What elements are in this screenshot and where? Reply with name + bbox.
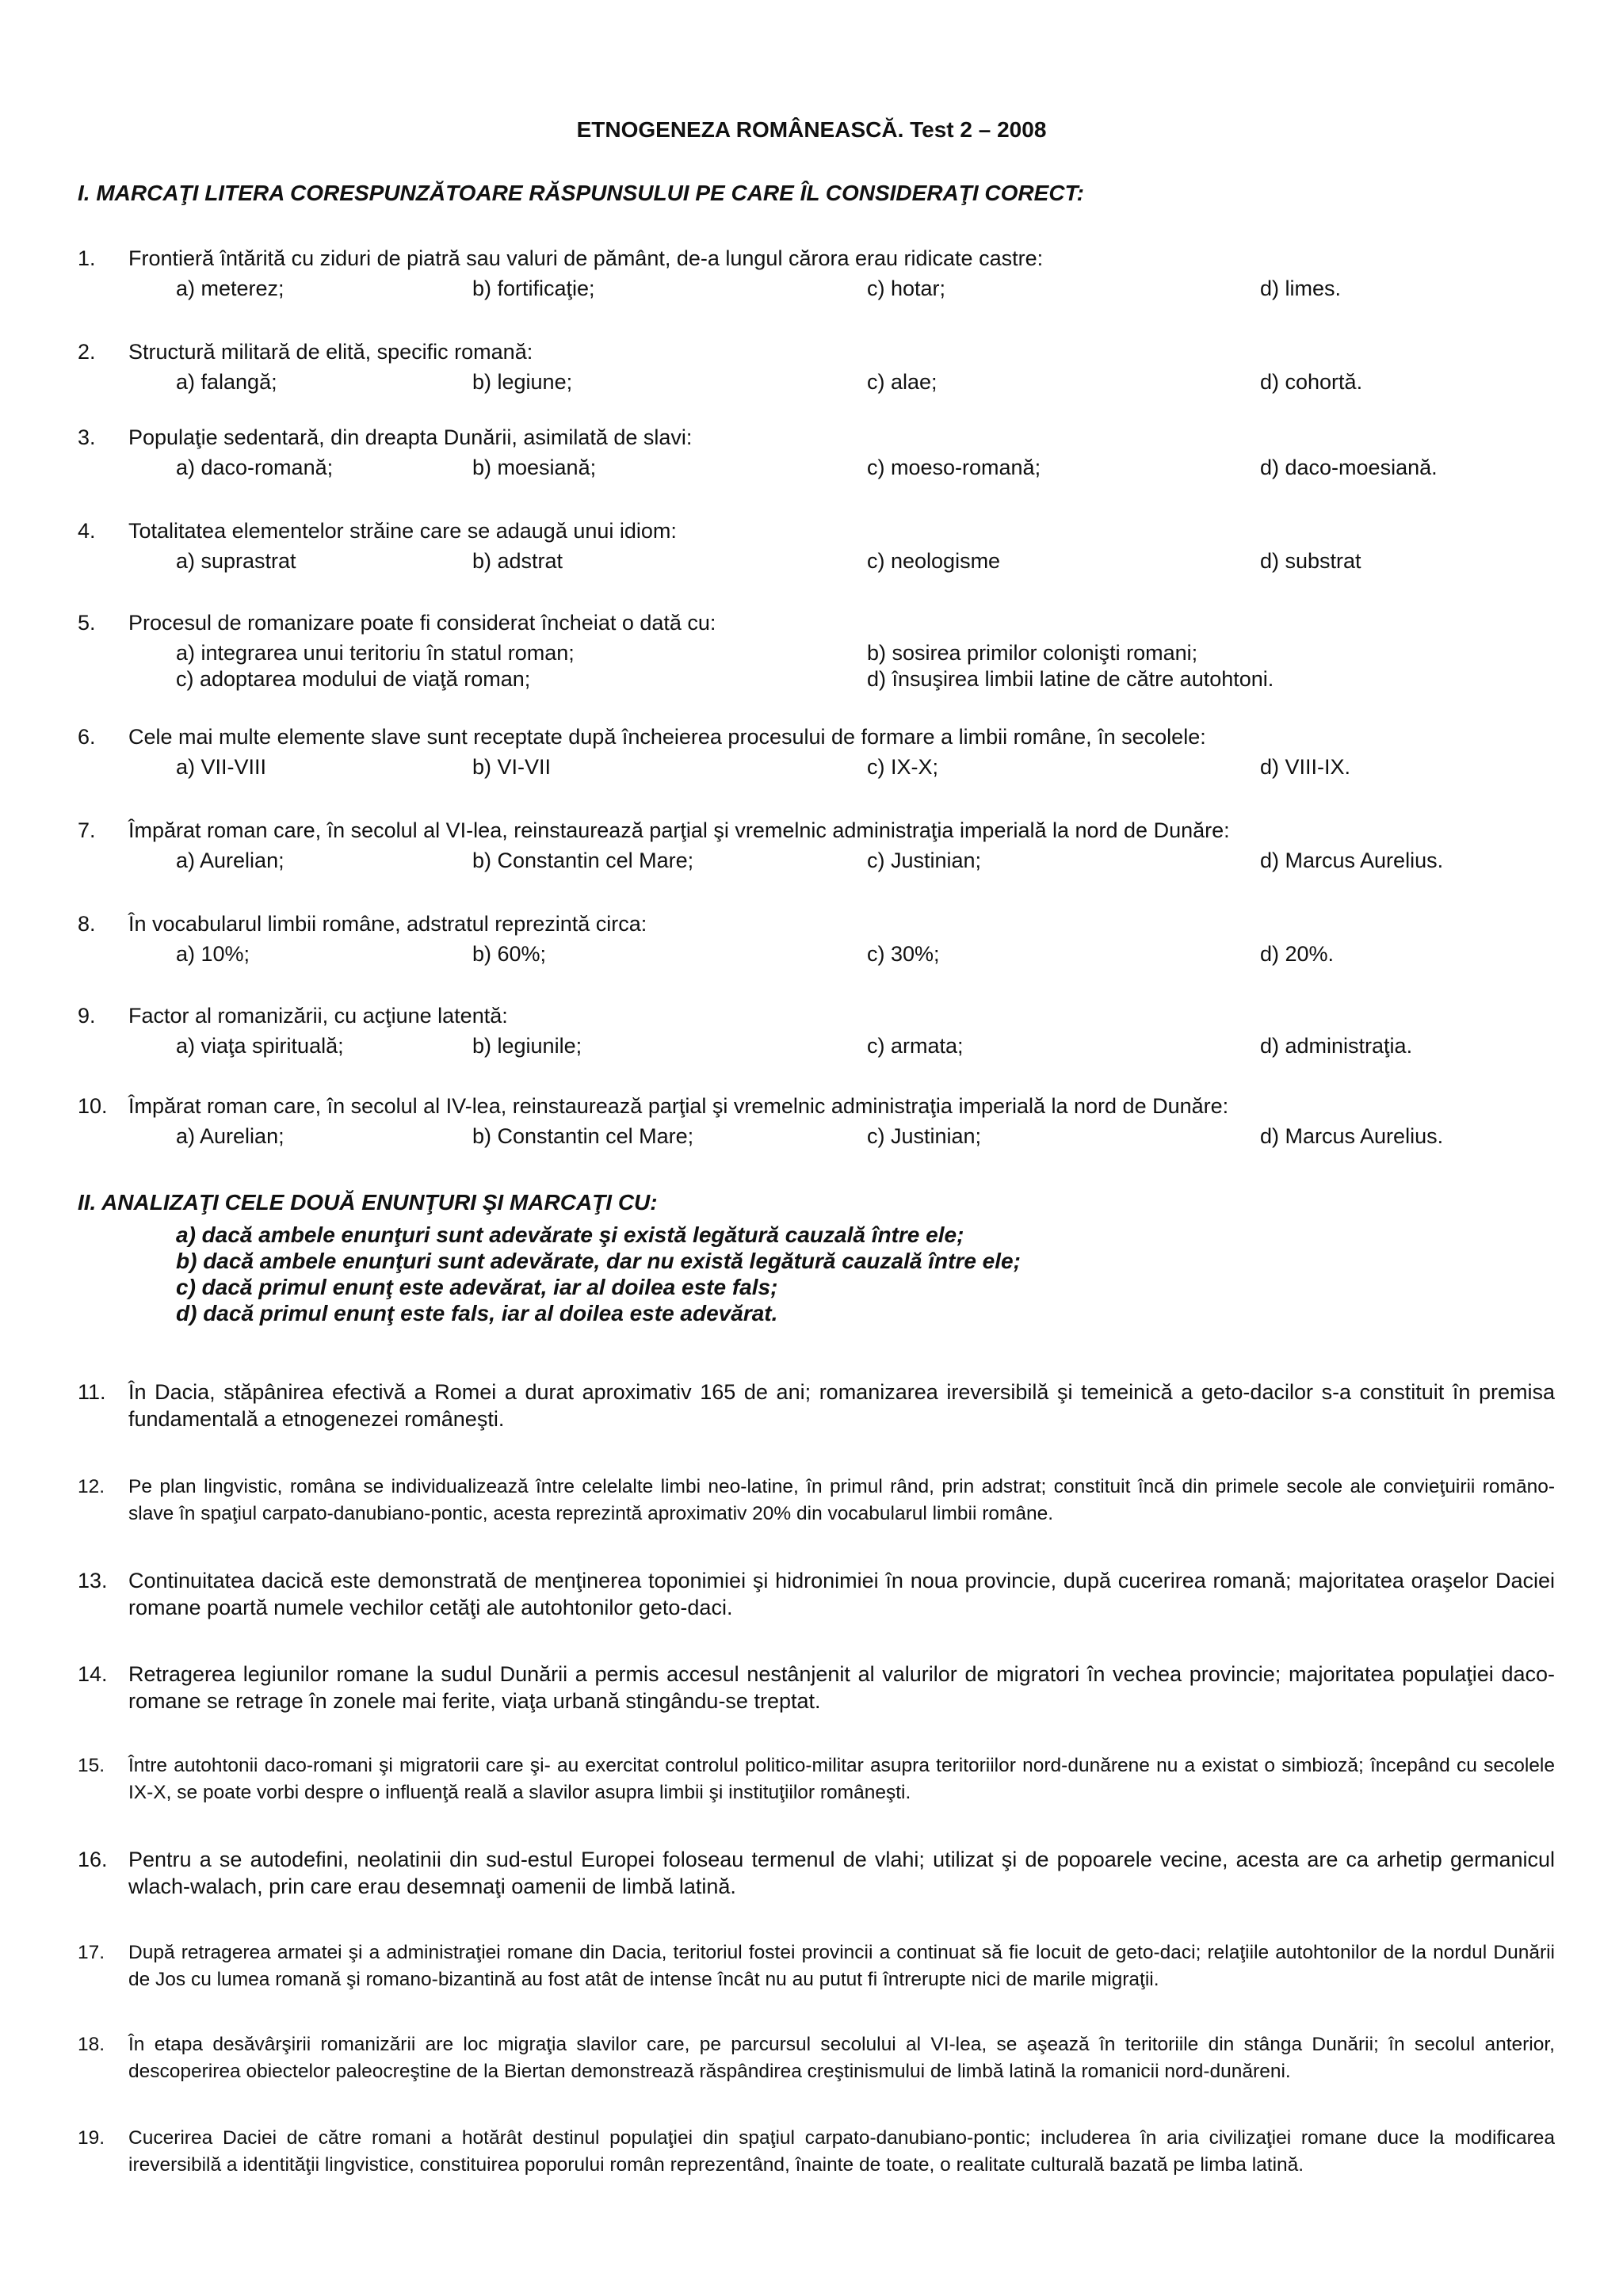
- option-d[interactable]: d) cohortă.: [1260, 370, 1363, 394]
- option-b[interactable]: b) Constantin cel Mare;: [472, 1124, 694, 1148]
- option-a[interactable]: a) meterez;: [176, 277, 285, 300]
- option-c[interactable]: c) armata;: [867, 1034, 964, 1058]
- section-1-heading: I. MARCAŢI LITERA CORESPUNZĂTOARE RĂSPUNSULUI PE CARE ÎL CONSIDERAŢI CORECT:: [78, 181, 1084, 205]
- option-c[interactable]: c) IX-X;: [867, 755, 939, 779]
- statement-text: Continuitatea dacică este demonstrată de menţinerea toponimiei şi hidronimiei în noua provincie, după cucerirea romană; majoritatea oraşelor Daciei romane poartă numele vechilor cetăţi ale autohtonilor geto-daci.: [128, 1569, 1555, 1619]
- statement-text: Retragerea legiunilor romane la sudul Dunării a permis accesul nestânjenit al valurilor de migratori în vechea provincie; majoritatea populaţiei daco-romane se retrage în zonele mai ferite, viaţa urbană stingându-se treptat.: [128, 1662, 1555, 1713]
- option-a[interactable]: a) viaţa spirituală;: [176, 1034, 344, 1058]
- answer-key-c: c) dacă primul enunţ este adevărat, iar al doilea este fals;: [176, 1275, 778, 1299]
- option-a[interactable]: a) VII-VIII: [176, 755, 267, 779]
- page-title: ETNOGENEZA ROMÂNEASCĂ. Test 2 – 2008: [576, 117, 1047, 142]
- question-text: Structură militară de elită, specific romană:: [128, 340, 533, 364]
- section-2-heading: II. ANALIZAŢI CELE DOUĂ ENUNŢURI ŞI MARCAŢI CU:: [78, 1190, 658, 1215]
- question-number: 7.: [78, 818, 96, 842]
- option-a[interactable]: a) Aurelian;: [176, 849, 285, 872]
- question-number: 4.: [78, 519, 96, 543]
- statement-number: 12.: [78, 1476, 105, 1497]
- question-text: Procesul de romanizare poate fi considerat încheiat o dată cu:: [128, 611, 716, 635]
- option-b[interactable]: b) moesiană;: [472, 456, 597, 479]
- question-number: 10.: [78, 1094, 108, 1118]
- option-a[interactable]: a) falangă;: [176, 370, 277, 394]
- statement-text: Pe plan lingvistic, româna se individualizează între celelalte limbi neo-latine, în primul rând, prin adstrat; constituit încă din primele secole ale convieţuirii romāno-slave în spaţiul carpato-danubiano-pontic, acesta reprezintă aproximativ 20% din vocabularul limbii române.: [128, 1476, 1555, 1524]
- question-number: 9.: [78, 1004, 96, 1028]
- option-b[interactable]: b) 60%;: [472, 942, 547, 966]
- option-d[interactable]: d) VIII-IX.: [1260, 755, 1351, 779]
- answer-key-b: b) dacă ambele enunţuri sunt adevărate, dar nu există legătură cauzală între ele;: [176, 1249, 1021, 1273]
- option-d[interactable]: d) administraţia.: [1260, 1034, 1413, 1058]
- option-b[interactable]: b) Constantin cel Mare;: [472, 849, 694, 872]
- question-number: 2.: [78, 340, 96, 364]
- question-text: Factor al romanizării, cu acţiune latentă:: [128, 1004, 508, 1028]
- option-c[interactable]: c) Justinian;: [867, 849, 982, 872]
- statement-text: Cucerirea Daciei de către romani a hotărât destinul populaţiei din spaţiul carpato-danubiano-pontic; includerea în aria civilizaţiei romane duce la modificarea ireversibilă a identităţii lingvistice, constituirea poporului român reprezentând, înainte de toate, o realitate culturală bazată pe limba latină.: [128, 2127, 1555, 2176]
- option-c[interactable]: c) neologisme: [867, 549, 1001, 573]
- option-d[interactable]: d) 20%.: [1260, 942, 1335, 966]
- option-a[interactable]: a) daco-romană;: [176, 456, 334, 479]
- question-number: 1.: [78, 246, 96, 270]
- question-text: În vocabularul limbii române, adstratul reprezintă circa:: [128, 912, 647, 936]
- answer-key-d: d) dacă primul enunţ este fals, iar al doilea este adevărat.: [176, 1301, 778, 1325]
- question-text: Totalitatea elementelor străine care se adaugă unui idiom:: [128, 519, 677, 543]
- statement-number: 18.: [78, 2034, 105, 2055]
- statement-number: 15.: [78, 1755, 105, 1776]
- statement-text: În Dacia, stăpânirea efectivă a Romei a durat aproximativ 165 de ani; romanizarea ireversibilă şi temeinică a geto-dacilor s-a constituit în premisa fundamentală a etnogenezei româneşti.: [128, 1380, 1555, 1431]
- option-d[interactable]: d) însuşirea limbii latine de către autohtoni.: [867, 667, 1274, 691]
- question-text: Împărat roman care, în secolul al IV-lea, reinstaurează parţial şi vremelnic administraţia imperială la nord de Dunăre:: [128, 1094, 1229, 1118]
- option-d[interactable]: d) limes.: [1260, 277, 1342, 300]
- answer-key-a: a) dacă ambele enunţuri sunt adevărate şi există legătură cauzală între ele;: [176, 1222, 964, 1247]
- statement-text: În etapa desăvârşirii romanizării are loc migraţia slavilor care, pe parcursul secolului al VI-lea, se aşează în teritoriile din stânga Dunării; în secolul anterior, descoperirea obiectelor paleocreştine de la Biertan demonstrează răspândirea creştinismului de limbă latină la romanicii nord-dunăreni.: [128, 2034, 1555, 2082]
- question-text: Frontieră întărită cu ziduri de piatră sau valuri de pământ, de-a lungul cărora erau ridicate castre:: [128, 246, 1044, 270]
- question-text: Împărat roman care, în secolul al VI-lea, reinstaurează parţial şi vremelnic administraţia imperială la nord de Dunăre:: [128, 818, 1230, 842]
- option-b[interactable]: b) adstrat: [472, 549, 563, 573]
- statement-number: 16.: [78, 1848, 108, 1871]
- section-2-answer-key: [176, 1222, 1021, 1326]
- statement-number: 13.: [78, 1569, 108, 1592]
- statement-number: 17.: [78, 1942, 105, 1963]
- question-number: 5.: [78, 611, 96, 635]
- statement-text: Pentru a se autodefini, neolatinii din sud-estul Europei foloseau termenul de vlahi; utilizat şi de popoarele vecine, acesta are ca arhetip germanicul wlach-walach, prin care erau desemnaţi oamenii de limbă latină.: [128, 1848, 1555, 1898]
- option-b[interactable]: b) legiunile;: [472, 1034, 582, 1058]
- option-a[interactable]: a) suprastrat: [176, 549, 296, 573]
- option-c[interactable]: c) hotar;: [867, 277, 946, 300]
- option-c[interactable]: c) adoptarea modului de viaţă roman;: [176, 667, 531, 691]
- question-text: Cele mai multe elemente slave sunt receptate după încheierea procesului de formare a limbii române, în secolele:: [128, 725, 1206, 749]
- question-number: 6.: [78, 725, 96, 749]
- statement-number: 19.: [78, 2127, 105, 2149]
- option-d[interactable]: d) substrat: [1260, 549, 1361, 573]
- option-d[interactable]: d) Marcus Aurelius.: [1260, 849, 1444, 872]
- statement-text: Între autohtonii daco-romani şi migratorii care şi- au exercitat controlul politico-militar asupra teritoriilor nord-dunărene nu a existat o simbioză; începând cu secolele IX-X, se poate vorbi despre o influenţă reală a slavilor asupra limbii şi instituţiilor româneşti.: [128, 1755, 1555, 1803]
- option-a[interactable]: a) integrarea unui teritoriu în statul roman;: [176, 641, 575, 665]
- option-b[interactable]: b) sosirea primilor colonişti romani;: [867, 641, 1198, 665]
- statement-text: După retragerea armatei şi a administraţiei romane din Dacia, teritoriul fostei provincii a continuat să fie locuit de geto-daci; relaţiile autohtonilor de la nordul Dunării de Jos cu lumea romană şi romano-bizantină au fost atât de intense încât nu au putut fi întrerupte nici de marile migraţii.: [128, 1942, 1555, 1990]
- option-d[interactable]: d) daco-moesiană.: [1260, 456, 1438, 479]
- option-a[interactable]: a) 10%;: [176, 942, 250, 966]
- option-c[interactable]: c) moeso-romană;: [867, 456, 1041, 479]
- statement-number: 11.: [78, 1380, 106, 1404]
- option-c[interactable]: c) 30%;: [867, 942, 940, 966]
- option-b[interactable]: b) fortificaţie;: [472, 277, 595, 300]
- option-a[interactable]: a) Aurelian;: [176, 1124, 285, 1148]
- option-b[interactable]: b) legiune;: [472, 370, 573, 394]
- statement-number: 14.: [78, 1662, 108, 1686]
- question-number: 3.: [78, 425, 96, 449]
- option-b[interactable]: b) VI-VII: [472, 755, 552, 779]
- option-c[interactable]: c) alae;: [867, 370, 938, 394]
- question-number: 8.: [78, 912, 96, 936]
- question-text: Populaţie sedentară, din dreapta Dunării, asimilată de slavi:: [128, 425, 693, 449]
- option-c[interactable]: c) Justinian;: [867, 1124, 982, 1148]
- option-d[interactable]: d) Marcus Aurelius.: [1260, 1124, 1444, 1148]
